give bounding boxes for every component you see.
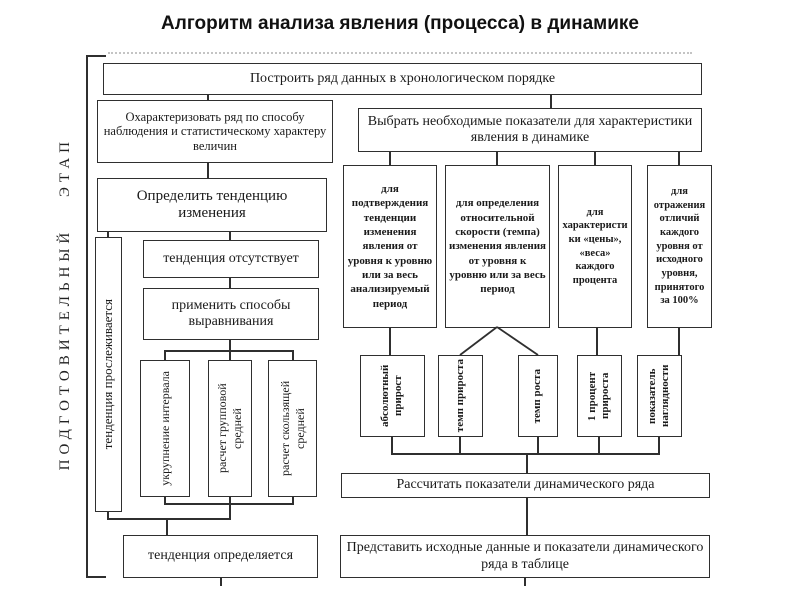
stage-bracket-line bbox=[86, 55, 88, 578]
connector-difference-to-visibility bbox=[678, 328, 680, 355]
page-title: Алгоритм анализа явления (процесса) в динамике bbox=[161, 13, 639, 34]
box-moving-average: расчет скользящей средней bbox=[268, 360, 317, 497]
connector-select-to-difference bbox=[678, 152, 680, 165]
box-characterize-series: Охарактеризовать ряд по способу наблюдения и статистическому характеру величин bbox=[97, 100, 333, 163]
box-trend-observed: тенденция прослеживается bbox=[95, 237, 122, 512]
box-present-in-table: Представить исходные данные и показатели динамического ряда в таблице bbox=[340, 535, 710, 578]
box-trend-absent: тенденция отсутствует bbox=[143, 240, 319, 278]
riser-absolute bbox=[391, 437, 393, 454]
stage-bracket-top-arm bbox=[86, 55, 106, 57]
box-build-series: Построить ряд данных в хронологическом порядке bbox=[103, 63, 702, 95]
stage-bracket-bottom-arm bbox=[86, 576, 106, 578]
box-select-indicators: Выбрать необходимые показатели для характеристики явления в динамике bbox=[358, 108, 702, 152]
drop-to-determined bbox=[166, 518, 168, 535]
drop-to-group bbox=[229, 350, 231, 360]
box-interval-enlargement: укрупнение интервала bbox=[140, 360, 190, 497]
box-one-percent-increase: 1 процент прироста bbox=[577, 355, 622, 437]
connector-build-to-characterize bbox=[207, 95, 209, 100]
tick-below-determined bbox=[220, 578, 222, 586]
merge-line bbox=[107, 518, 231, 520]
box-absolute-increase: абсолютный прирост bbox=[360, 355, 425, 437]
box-growth-rate: темп роста bbox=[518, 355, 558, 437]
box-apply-smoothing: применить способы выравнивания bbox=[143, 288, 319, 340]
connector-calculate-to-present bbox=[526, 498, 528, 535]
stage-label: ПОДГОТОВИТЕЛЬНЫЙ ЭТАП bbox=[56, 137, 73, 471]
box-increase-rate: темп прироста bbox=[438, 355, 483, 437]
tick-below-present bbox=[524, 578, 526, 586]
connector-define-to-absent bbox=[229, 232, 231, 240]
connector-percent-to-onepercent bbox=[596, 328, 598, 355]
connector-build-to-select bbox=[550, 95, 552, 108]
box-purpose-relative-speed: для определения относительной скорости (темпа) изменения явления от уровня к уровню или за весь период bbox=[445, 165, 550, 328]
divider-dashed-line bbox=[108, 52, 692, 54]
box-define-trend: Определить тенденцию изменения bbox=[97, 178, 327, 232]
connector-define-to-observed bbox=[107, 232, 109, 237]
drop-to-moving bbox=[292, 350, 294, 360]
connector-smoothing-down bbox=[229, 340, 231, 350]
box-purpose-level-difference: для отражения отличий каждого уровня от исходного уровня, принятого за 100% bbox=[647, 165, 712, 328]
riser-one-percent bbox=[598, 437, 600, 454]
connector-confirm-to-absolute bbox=[389, 328, 391, 355]
box-purpose-percent-value: для характеристики «цены», «веса» каждого процента bbox=[558, 165, 632, 328]
connector-select-to-speed bbox=[496, 152, 498, 165]
box-visibility-indicator: показатель наглядности bbox=[637, 355, 682, 437]
box-calculate-indicators: Рассчитать показатели динамического ряда bbox=[341, 473, 710, 498]
split-connector-speed bbox=[440, 326, 560, 356]
riser-increase-rate bbox=[459, 437, 461, 454]
connector-select-to-confirm bbox=[389, 152, 391, 165]
connector-absent-to-smoothing bbox=[229, 278, 231, 288]
box-group-average: расчет групповой средней bbox=[208, 360, 252, 497]
drop-to-interval bbox=[164, 350, 166, 360]
drop-to-calculate bbox=[526, 453, 528, 473]
box-purpose-confirm-trend: для подтверждения тенденции изменения явления от уровня к уровню или за весь анализируемый период bbox=[343, 165, 437, 328]
box-trend-determined: тенденция определяется bbox=[123, 535, 318, 578]
riser-visibility bbox=[658, 437, 660, 454]
connector-characterize-to-define bbox=[207, 163, 209, 178]
riser-growth-rate bbox=[537, 437, 539, 454]
connector-select-to-percent bbox=[594, 152, 596, 165]
